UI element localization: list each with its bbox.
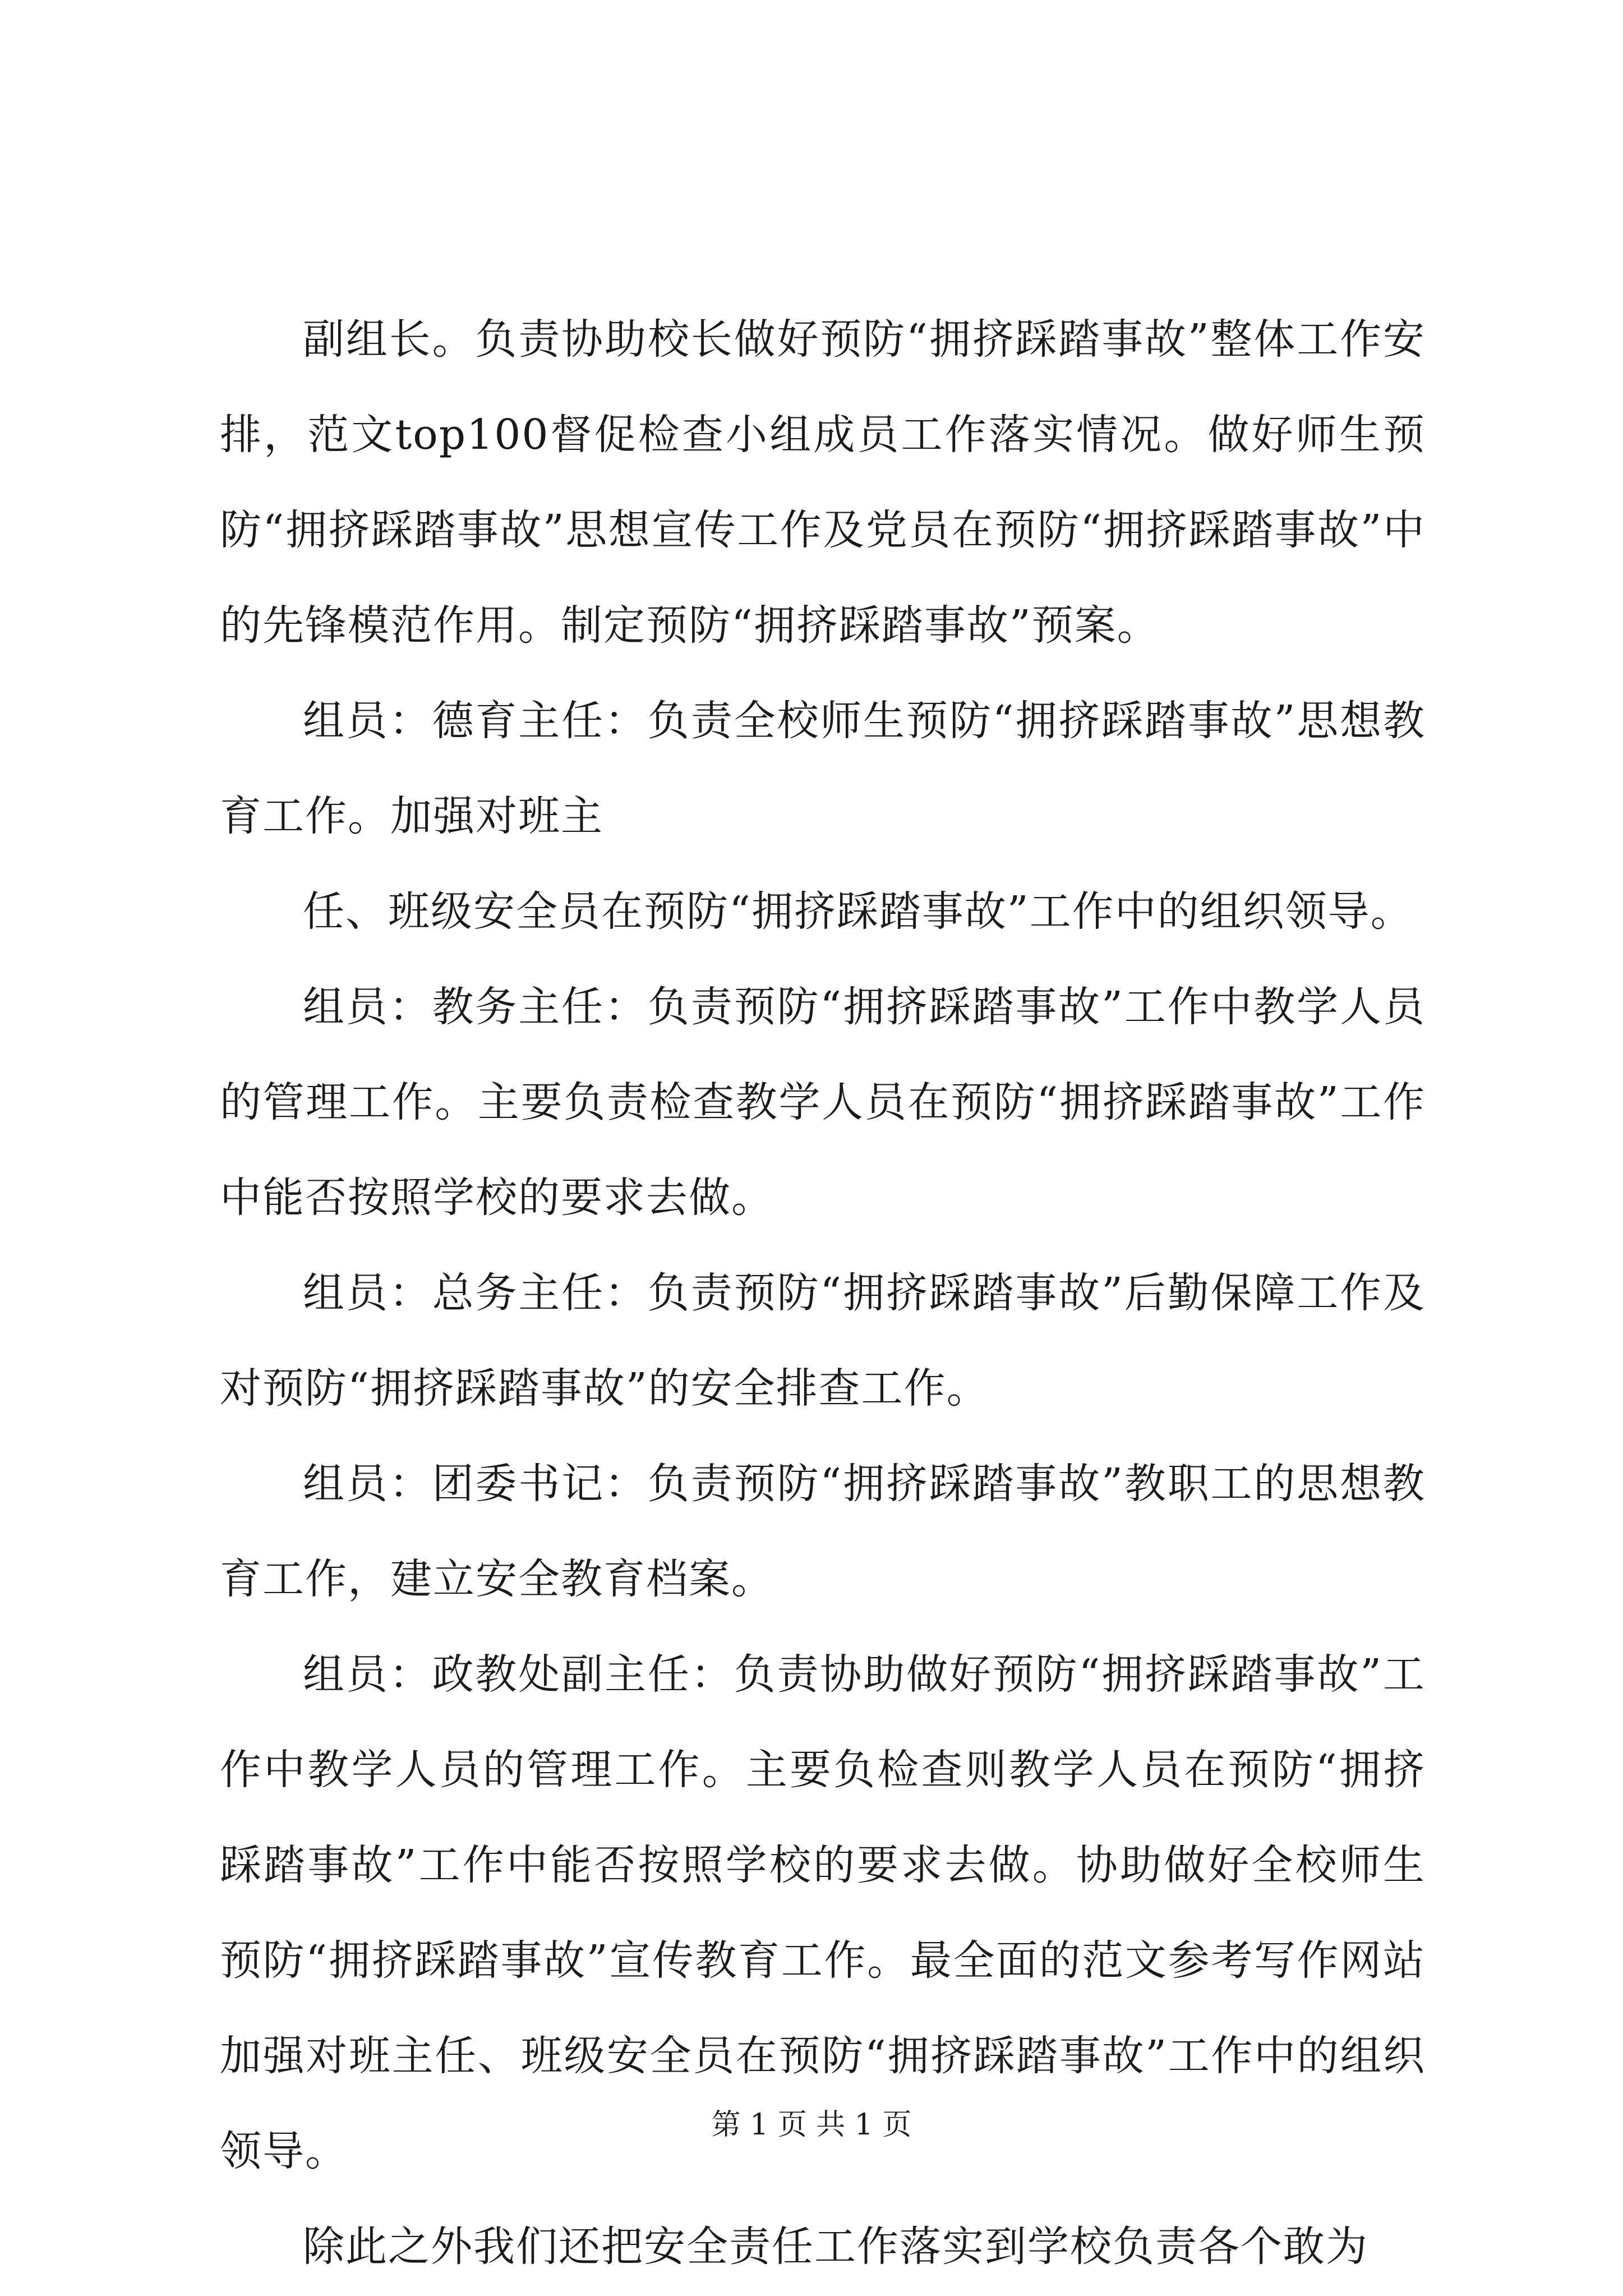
paragraph-1: 副组长。负责协助校长做好预防“拥挤踩踏事故”整体工作安排，范文top100督促检查小组成员工作落实情况。做好师生预防“拥挤踩踏事故”思想宣传工作及党员在预防“拥挤踩踏事故”中的先锋模范作用。制定预防“拥挤踩踏事故”预案。 bbox=[220, 315, 1426, 650]
paragraph-5: 组员：总务主任：负责预防“拥挤踩踏事故”后勤保障工作及对预防“拥挤踩踏事故”的安全排查工作。 bbox=[220, 1269, 1426, 1412]
paragraph-8: 除此之外我们还把安全责任工作落实到学校负责各个敢为 bbox=[303, 2223, 1368, 2271]
document-body bbox=[220, 292, 1426, 2294]
paragraph-6: 组员：团委书记：负责预防“拥挤踩踏事故”教职工的思想教育工作，建立安全教育档案。 bbox=[220, 1460, 1426, 1603]
paragraph-7: 组员：政教处副主任：负责协助做好预防“拥挤踩踏事故”工作中教学人员的管理工作。主要负检查则教学人员在预防“拥挤踩踏事故”工作中能否按照学校的要求去做。协助做好全校师生预防“拥挤踩踏事故”宣传教育工作。最全面的范文参考写作网站加强对班主任、班级安全员在预防“拥挤踩踏事故”工作中的组织领导。 bbox=[220, 1650, 1426, 2175]
paragraph-2: 组员：德育主任：负责全校师生预防“拥挤踩踏事故”思想教育工作。加强对班主 bbox=[220, 697, 1426, 840]
paragraph-4: 组员：教务主任：负责预防“拥挤踩踏事故”工作中教学人员的管理工作。主要负责检查教学人员在预防“拥挤踩踏事故”工作中能否按照学校的要求去做。 bbox=[220, 983, 1426, 1222]
page-footer: 第 1 页 共 1 页 bbox=[711, 2108, 912, 2142]
paragraph-3: 任、班级安全员在预防“拥挤踩踏事故”工作中的组织领导。 bbox=[303, 887, 1413, 936]
